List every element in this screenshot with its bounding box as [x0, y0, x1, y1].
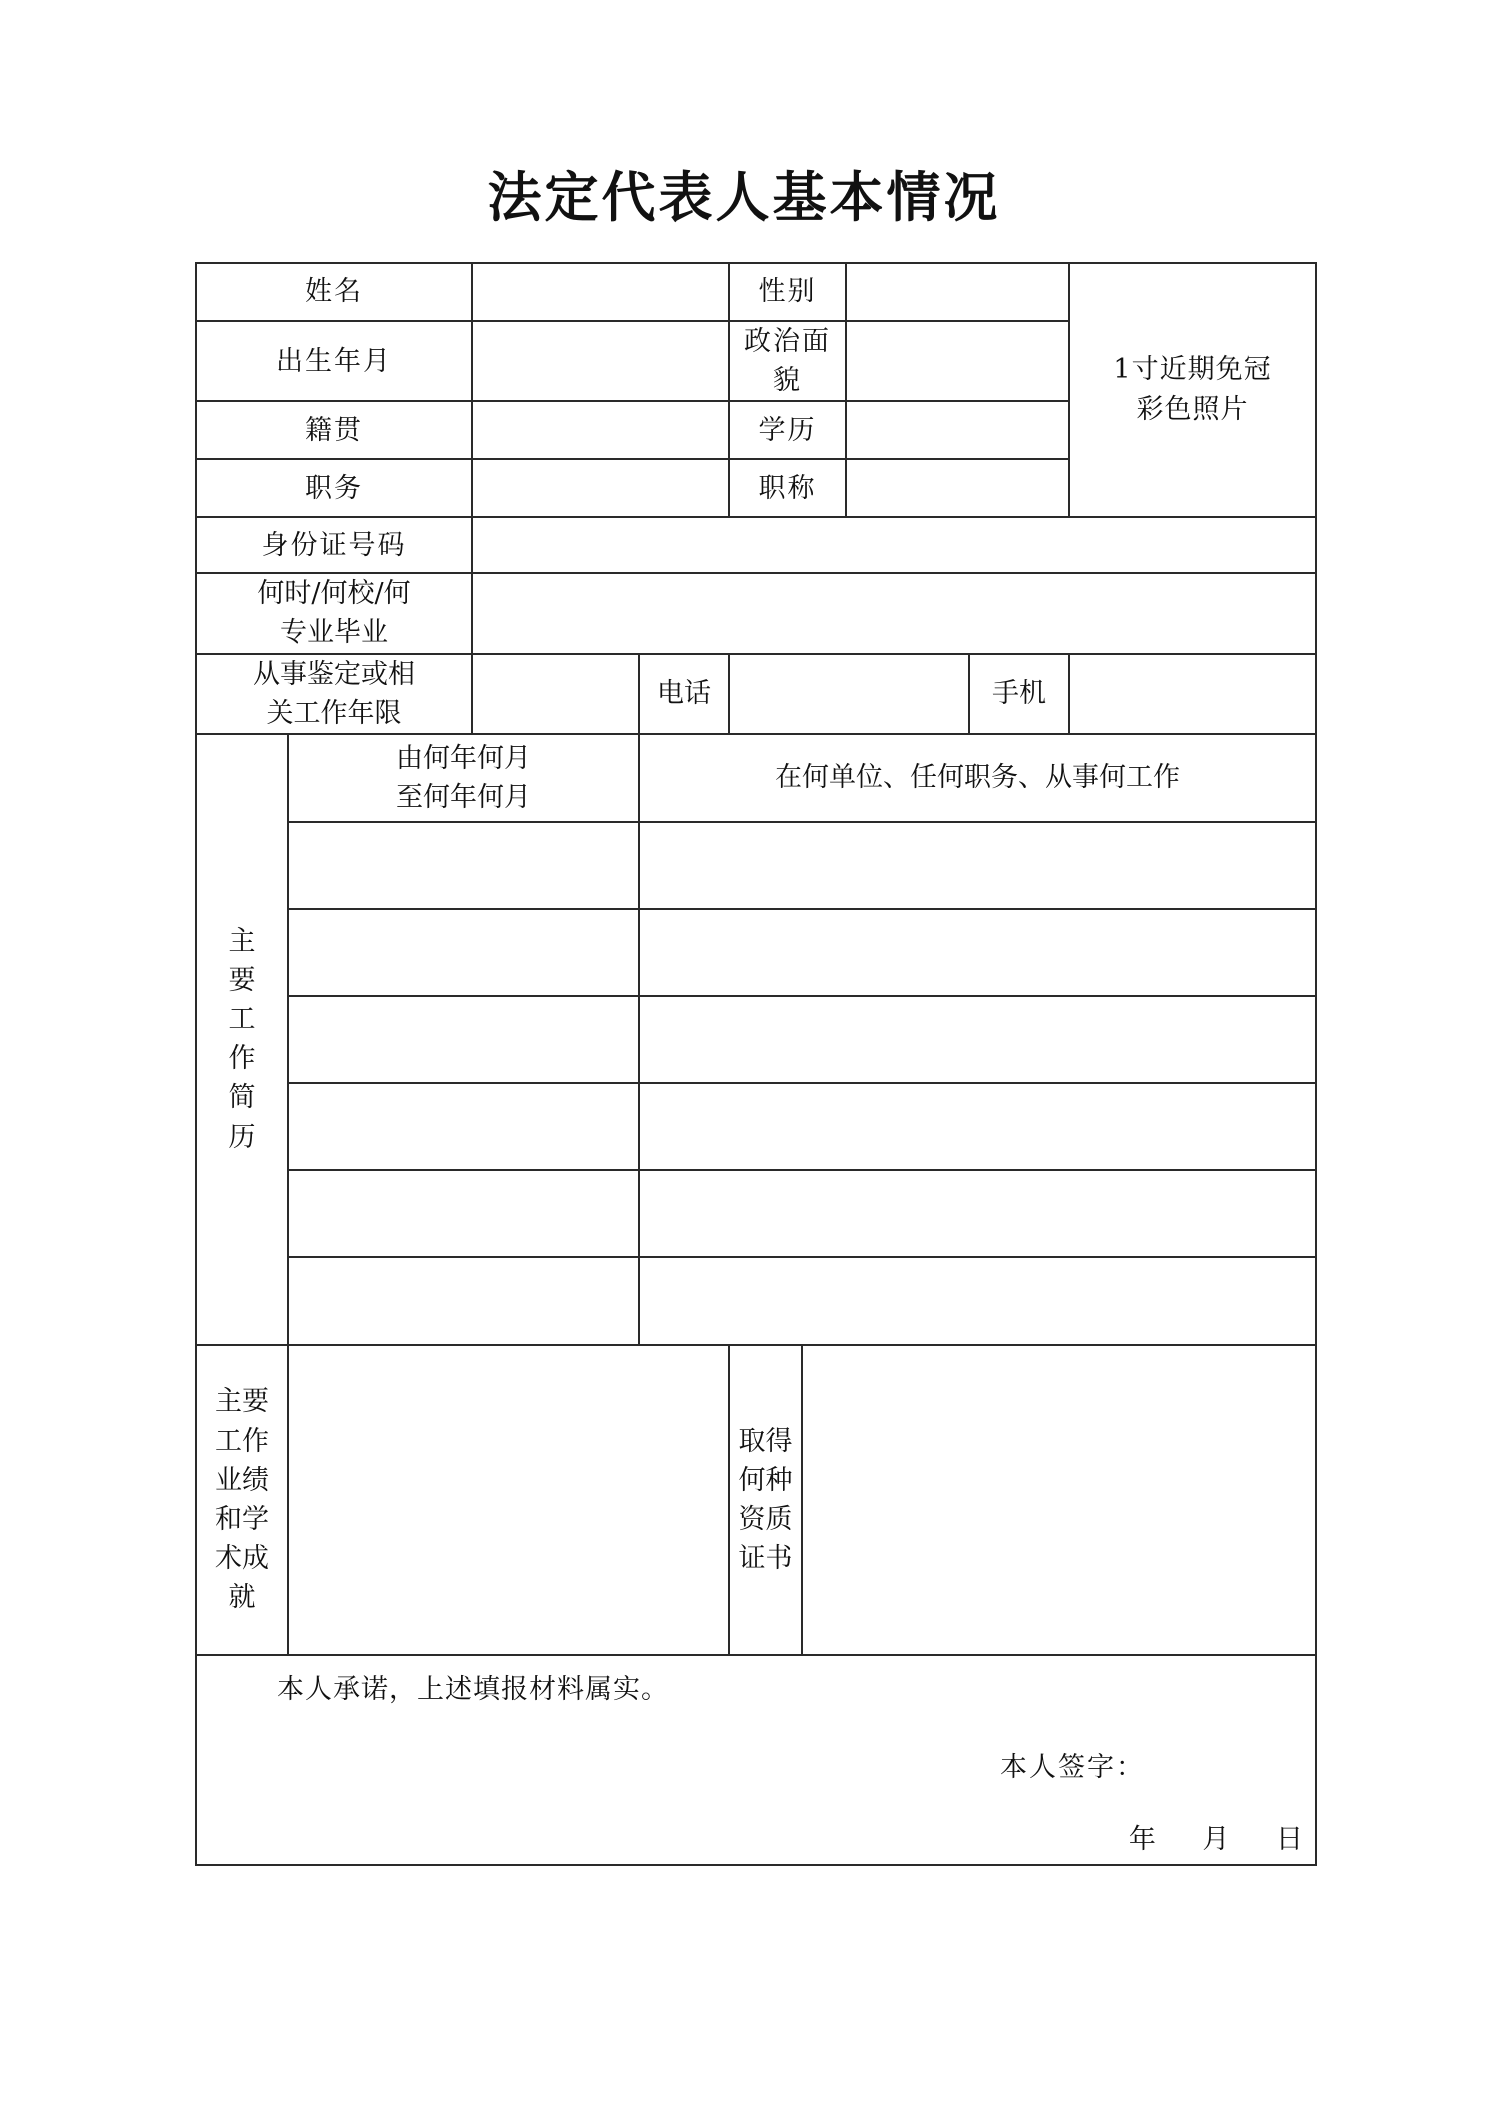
gender-field[interactable] — [846, 263, 1069, 321]
resume-period-cell[interactable] — [288, 909, 639, 996]
education-field[interactable] — [846, 401, 1069, 459]
political-label: 政治面貌 — [729, 321, 846, 401]
resume-period-cell[interactable] — [288, 822, 639, 909]
gender-label: 性别 — [729, 263, 846, 321]
resume-period-cell[interactable] — [288, 1257, 639, 1345]
achievements-char: 主要 — [215, 1386, 269, 1418]
resume-workplace-cell[interactable] — [639, 1170, 1316, 1257]
phone-label: 电话 — [639, 654, 729, 734]
job-title-label: 职称 — [729, 459, 846, 517]
education-label: 学历 — [729, 401, 846, 459]
promise-text: 本人承诺，上述填报材料属实。 — [277, 1673, 669, 1705]
photo-hint-line2: 彩色照片 — [1136, 394, 1249, 426]
native-place-label: 籍贯 — [196, 401, 472, 459]
graduation-label-line1: 何时/何校/何 — [257, 578, 411, 610]
certificates-char: 何种 — [738, 1464, 793, 1496]
achievements-char: 工作 — [215, 1425, 269, 1457]
achievements-char: 业绩 — [215, 1464, 269, 1496]
achievements-char: 术成 — [215, 1542, 269, 1574]
achievements-char: 和学 — [215, 1503, 269, 1535]
promise-cell — [196, 1655, 1316, 1865]
name-field[interactable] — [472, 263, 729, 321]
resume-workplace-cell[interactable] — [639, 822, 1316, 909]
mobile-label: 手机 — [969, 654, 1069, 734]
work-years-label-line2: 关工作年限 — [266, 697, 402, 729]
resume-char: 主 — [228, 925, 256, 957]
certificates-char: 取得 — [738, 1425, 793, 1457]
work-years-field[interactable] — [472, 654, 639, 734]
resume-char: 要 — [228, 965, 256, 997]
photo-box[interactable] — [1069, 263, 1316, 517]
birth-field[interactable] — [472, 321, 729, 401]
phone-field[interactable] — [729, 654, 969, 734]
name-label: 姓名 — [196, 263, 472, 321]
resume-period-cell[interactable] — [288, 1170, 639, 1257]
job-title-field[interactable] — [846, 459, 1069, 517]
resume-workplace-cell[interactable] — [639, 1083, 1316, 1170]
mobile-field[interactable] — [1069, 654, 1316, 734]
native-place-field[interactable] — [472, 401, 729, 459]
period-header — [288, 734, 639, 822]
achievements-field[interactable] — [288, 1345, 729, 1655]
period-header-line1: 由何年何月 — [396, 742, 531, 774]
photo-hint — [1070, 350, 1315, 431]
achievements-char: 就 — [228, 1582, 256, 1614]
political-field[interactable] — [846, 321, 1069, 401]
resume-workplace-cell[interactable] — [639, 996, 1316, 1083]
position-label: 职务 — [196, 459, 472, 517]
certificates-field[interactable] — [802, 1345, 1316, 1655]
achievements-label — [196, 1345, 288, 1655]
resume-char: 历 — [228, 1121, 256, 1153]
resume-period-cell[interactable] — [288, 996, 639, 1083]
id-number-label: 身份证号码 — [196, 517, 472, 573]
resume-char: 工 — [228, 1004, 256, 1036]
graduation-label-line2: 专业毕业 — [280, 617, 388, 649]
workplace-header: 在何单位、任何职务、从事何工作 — [639, 734, 1316, 822]
resume-workplace-cell[interactable] — [639, 1257, 1316, 1345]
info-form-table — [195, 262, 1317, 1866]
resume-section-label — [196, 734, 288, 1345]
graduation-field[interactable] — [472, 573, 1316, 653]
period-header-line2: 至何年何月 — [396, 781, 531, 813]
photo-hint-line1: 1寸近期免冠 — [1113, 353, 1272, 385]
resume-char: 简 — [228, 1082, 256, 1114]
id-number-field[interactable] — [472, 517, 1316, 573]
certificates-char: 资质 — [738, 1503, 793, 1535]
resume-workplace-cell[interactable] — [639, 909, 1316, 996]
page-title: 法定代表人基本情况 — [487, 166, 1001, 229]
signature-label: 本人签字： — [1000, 1751, 1145, 1783]
date-line: 年 月 日 — [1128, 1823, 1303, 1855]
work-years-label — [196, 654, 472, 734]
certificates-char: 证书 — [738, 1542, 793, 1574]
position-field[interactable] — [472, 459, 729, 517]
resume-period-cell[interactable] — [288, 1083, 639, 1170]
resume-char: 作 — [228, 1043, 256, 1075]
birth-label: 出生年月 — [196, 321, 472, 401]
graduation-label — [196, 573, 472, 653]
certificates-label — [729, 1345, 802, 1655]
work-years-label-line1: 从事鉴定或相 — [253, 658, 415, 690]
